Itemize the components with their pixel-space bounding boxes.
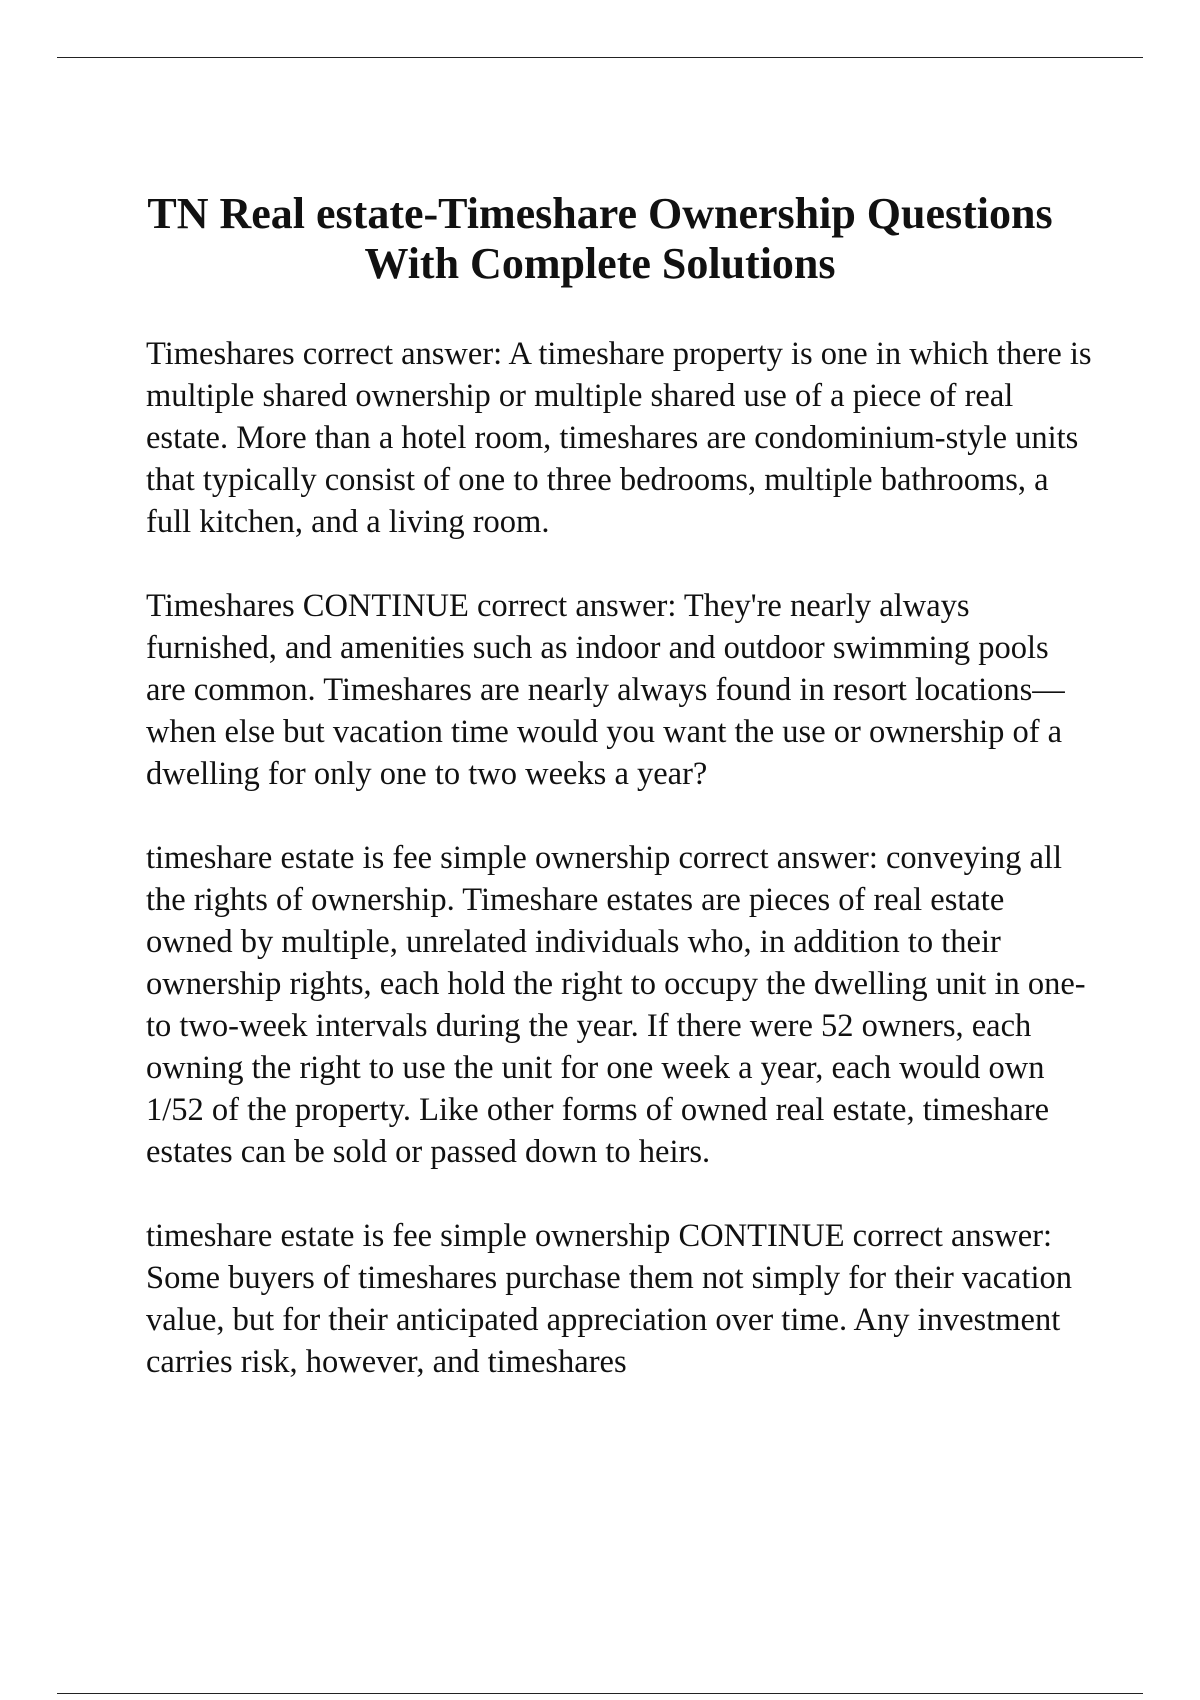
paragraph-fee-simple: timeshare estate is fee simple ownership correct answer: conveying all the rights of ownership. Timeshare estates are pieces of real estate owned by multiple, unrelated individuals who, in addition to their ownership rights, each hold the right to occupy the dwelling unit in one- to two-week intervals during the year. If there were 52 owners, each owning the right to use the unit for one week a year, each would own 1/52 of the property. Like other forms of owned real estate, timeshare estates can be sold or passed down to heirs. — [146, 840, 1086, 1170]
document-body — [146, 333, 1096, 1425]
paragraph-fee-simple-continue: timeshare estate is fee simple ownership CONTINUE correct answer: Some buyers of timeshares purchase them not simply for their vacation value, but for their anticipated appreciation over time. Any investment carries risk, however, and timeshares — [146, 1218, 1073, 1380]
header-divider — [57, 57, 1143, 58]
title-line-2: With Complete Solutions — [364, 239, 836, 288]
title-line-1: TN Real estate-Timeshare Ownership Questions — [147, 189, 1053, 238]
document-title — [100, 189, 1100, 289]
paragraph-timeshares: Timeshares correct answer: A timeshare property is one in which there is multiple shared ownership or multiple shared use of a piece of real estate. More than a hotel room, timeshares are condominium-style units that typically consist of one to three bedrooms, multiple bathrooms, a full kitchen, and a living room. — [146, 336, 1092, 540]
paragraph-timeshares-continue: Timeshares CONTINUE correct answer: They're nearly always furnished, and amenities such as indoor and outdoor swimming pools are common. Timeshares are nearly always found in resort locations—when else but vacation time would you want the use or ownership of a dwelling for only one to two weeks a year? — [146, 588, 1065, 792]
footer-divider — [57, 1693, 1143, 1694]
